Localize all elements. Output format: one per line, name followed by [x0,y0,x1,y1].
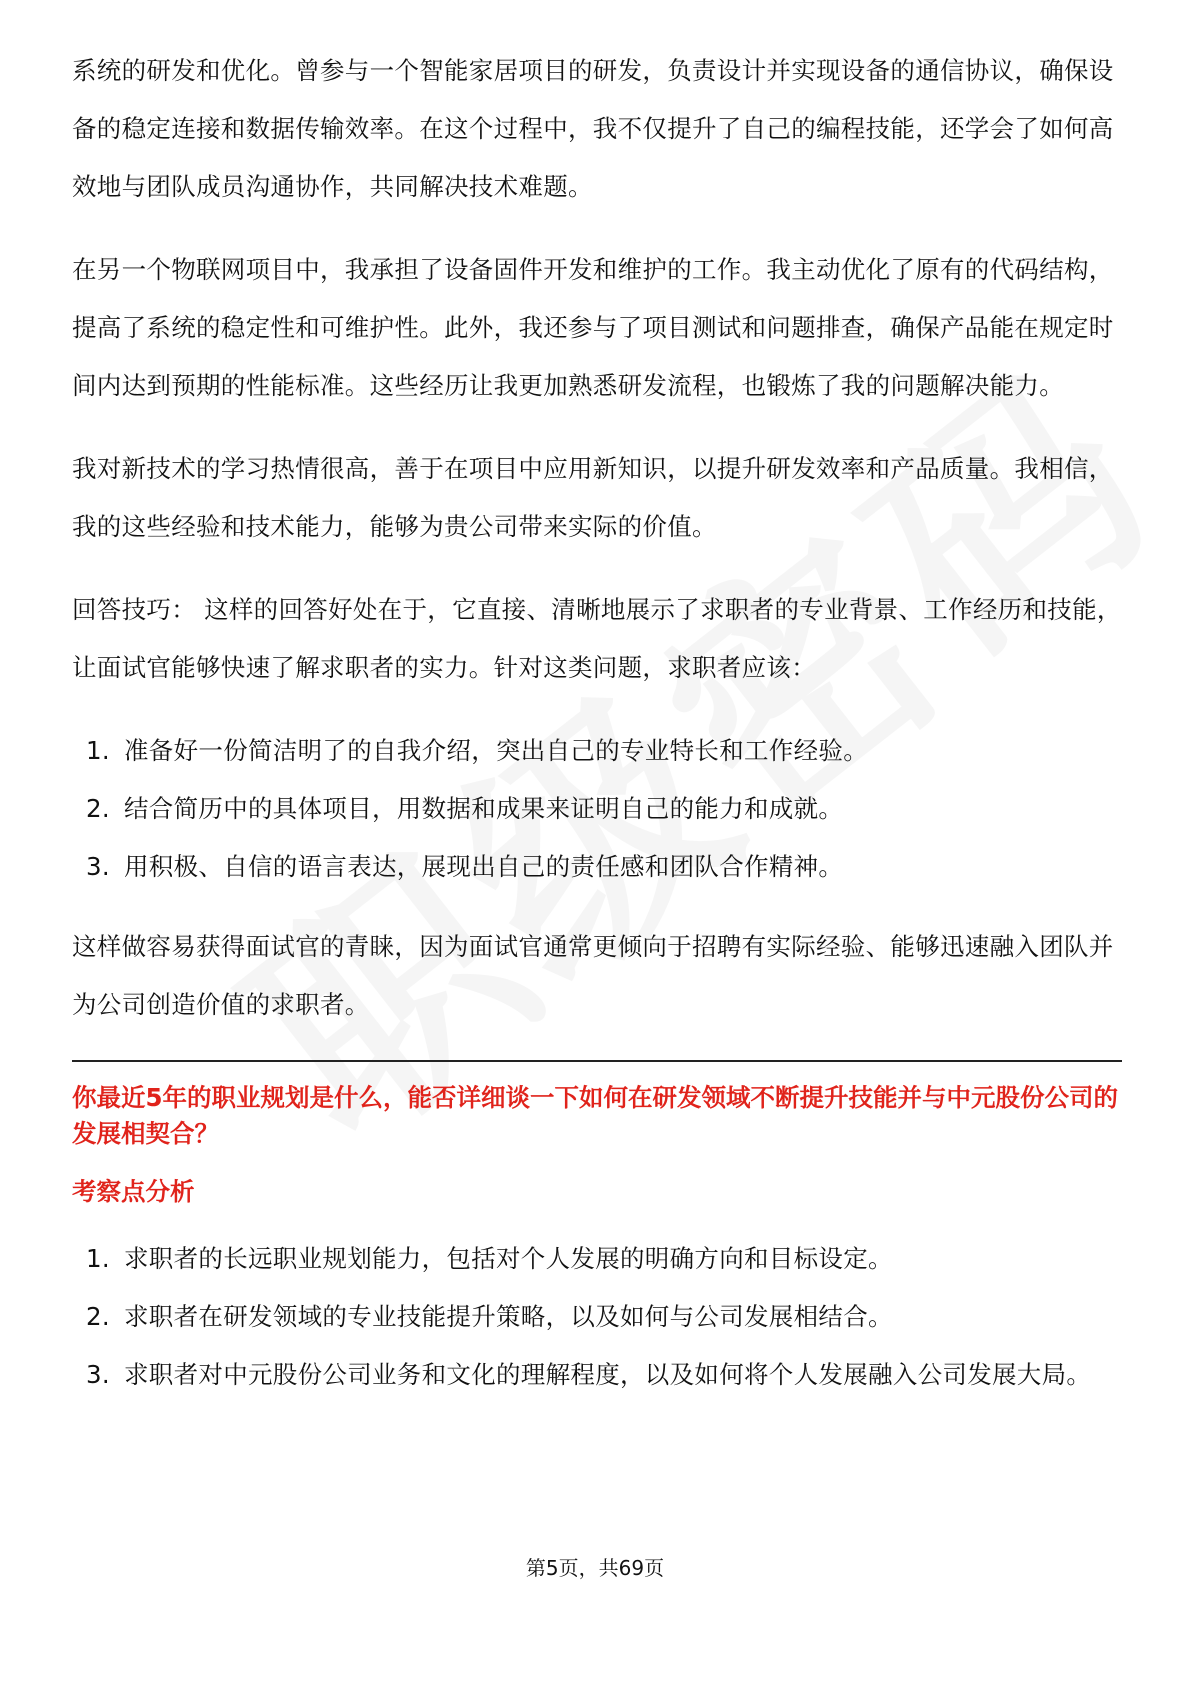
list-item-text: 求职者对中元股份公司业务和文化的理解程度，以及如何将个人发展融入公司发展大局。 [124,1360,1092,1389]
answer-tips-paragraph: 回答技巧： 这样的回答好处在于，它直接、清晰地展示了求职者的专业背景、工作经历和技能，让面试官能够快速了解求职者的实力。针对这类问题，求职者应该： [72,595,1122,682]
list-number: 3. [86,852,110,881]
list-number: 2. [86,794,110,823]
list-item [72,722,1122,780]
list-item [72,838,1122,896]
paragraph: 在另一个物联网项目中，我承担了设备固件开发和维护的工作。我主动优化了原有的代码结构，提高了系统的稳定性和可维护性。此外，我还参与了项目测试和问题排查，确保产品能在规定时间内达到预期的性能标准。这些经历让我更加熟悉研发流程，也锻炼了我的问题解决能力。 [72,255,1114,400]
list-item-text: 求职者在研发领域的专业技能提升策略，以及如何与公司发展相结合。 [124,1302,893,1331]
page-footer: 第5页，共69页 [525,1556,665,1580]
closing-paragraph: 这样做容易获得面试官的青睐，因为面试官通常更倾向于招聘有实际经验、能够迅速融入团队并为公司创造价值的求职者。 [72,932,1114,1019]
list-number: 1. [86,1244,110,1273]
list-item [72,1230,1122,1288]
paragraph: 系统的研发和优化。曾参与一个智能家居项目的研发，负责设计并实现设备的通信协议，确保设备的稳定连接和数据传输效率。在这个过程中，我不仅提升了自己的编程技能，还学会了如何高效地与团队成员沟通协作，共同解决技术难题。 [72,56,1114,201]
list-item-text: 结合简历中的具体项目，用数据和成果来证明自己的能力和成就。 [124,794,844,823]
section-divider [72,1060,1122,1062]
interview-question: 你最近5年的职业规划是什么，能否详细谈一下如何在研发领域不断提升技能并与中元股份公司的发展相契合？ [72,1083,1119,1148]
list-item [72,1346,1122,1404]
list-number: 3. [86,1360,110,1389]
list-item-text: 求职者的长远职业规划能力，包括对个人发展的明确方向和目标设定。 [124,1244,893,1273]
tips-list [72,722,1122,896]
list-number: 2. [86,1302,110,1331]
analysis-list [72,1230,1122,1404]
paragraph: 我对新技术的学习热情很高，善于在项目中应用新知识，以提升研发效率和产品质量。我相信，我的这些经验和技术能力，能够为贵公司带来实际的价值。 [72,454,1114,541]
analysis-heading: 考察点分析 [72,1177,195,1206]
list-item [72,780,1122,838]
list-number: 1. [86,736,110,765]
list-item-text: 准备好一份简洁明了的自我介绍，突出自己的专业特长和工作经验。 [124,736,868,765]
page-content [72,42,1122,1426]
list-item [72,1288,1122,1346]
list-item-text: 用积极、自信的语言表达，展现出自己的责任感和团队合作精神。 [124,852,844,881]
